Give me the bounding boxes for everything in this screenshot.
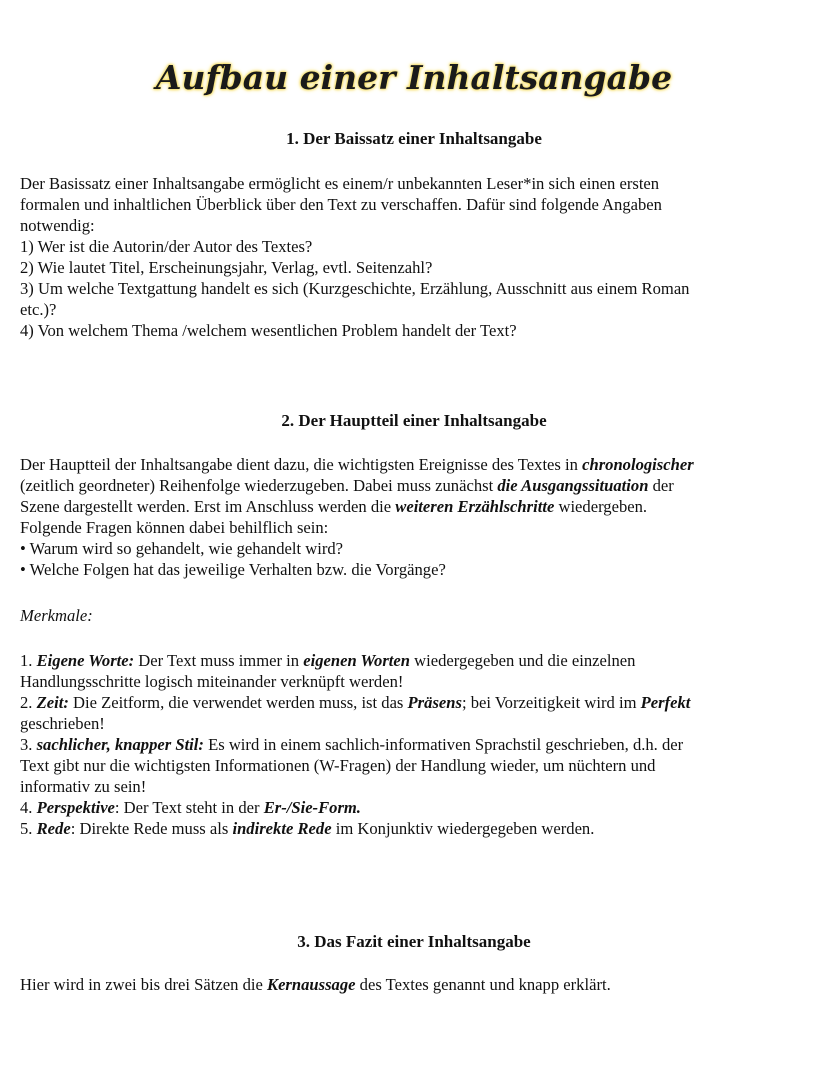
section2-intro-line — [20, 496, 795, 517]
text-run: : Der Text steht in der — [114, 798, 264, 817]
emphasis-chronologisch: chronologischer — [582, 455, 694, 474]
merkmal-1-cont: Handlungsschritte logisch miteinander verknüpft werden! — [20, 672, 404, 691]
list-number: 4. — [20, 798, 37, 817]
text-run: Es wird in einem sachlich-informativen Sprachstil geschrieben, d.h. der — [203, 735, 684, 754]
emphasis: indirekte Rede — [232, 819, 332, 838]
emphasis-ausgangssituation: die Ausgangssituation — [497, 476, 649, 495]
merkmal-term: Zeit: — [36, 693, 69, 712]
text-run: des Textes genannt und knapp erklärt. — [355, 975, 611, 994]
merkmal-4 — [20, 797, 795, 818]
section2-intro-line — [20, 454, 795, 475]
section2-intro — [20, 454, 795, 580]
text-run: im Konjunktiv wiedergegeben werden. — [331, 819, 595, 838]
section1-question: etc.)? — [20, 300, 57, 319]
document-title: Aufbau einer Inhaltsangabe — [155, 58, 673, 98]
section1-intro-line: formalen und inhaltlichen Überblick über den Text zu verschaffen. Dafür sind folgende Angaben — [20, 195, 662, 214]
emphasis-kernaussage: Kernaussage — [267, 975, 356, 994]
list-number: 2. — [20, 693, 37, 712]
text-run: Die Zeitform, die verwendet werden muss, ist das — [68, 693, 408, 712]
text-run: wiedergeben. — [554, 497, 648, 516]
section1-question: 4) Von welchem Thema /welchem wesentlichen Problem handelt der Text? — [20, 321, 517, 340]
merkmal-3-cont: Text gibt nur die wichtigsten Informationen (W-Fragen) der Handlung wieder, um nüchtern und — [20, 756, 656, 775]
list-number: 5. — [20, 819, 37, 838]
section1-question: 3) Um welche Textgattung handelt es sich (Kurzgeschichte, Erzählung, Ausschnitt aus einem Roman — [20, 279, 690, 298]
emphasis: Perfekt — [640, 693, 691, 712]
section2-intro-line — [20, 475, 795, 496]
section1-heading: 1. Der Baissatz einer Inhaltsangabe — [286, 129, 542, 148]
section1-intro-line: Der Basissatz einer Inhaltsangabe ermöglicht es einem/r unbekannten Leser*in sich einen ersten — [20, 174, 660, 193]
bullet-item: • Welche Folgen hat das jeweilige Verhalten bzw. die Vorgänge? — [20, 560, 446, 579]
emphasis: Präsens — [407, 693, 462, 712]
section3-heading: 3. Das Fazit einer Inhaltsangabe — [297, 932, 531, 951]
section1-question: 1) Wer ist die Autorin/der Autor des Textes? — [20, 237, 313, 256]
text-run: Der Hauptteil der Inhaltsangabe dient dazu, die wichtigsten Ereignisse des Textes in — [20, 455, 583, 474]
text-run: wiedergegeben und die einzelnen — [410, 651, 636, 670]
merkmale-list — [20, 650, 795, 839]
section1-question: 2) Wie lautet Titel, Erscheinungsjahr, Verlag, evtl. Seitenzahl? — [20, 258, 433, 277]
section2-heading: 2. Der Hauptteil einer Inhaltsangabe — [281, 411, 547, 430]
emphasis-erzaehlschritte: weiteren Erzählschritte — [395, 497, 555, 516]
merkmal-term: Eigene Worte: — [36, 651, 135, 670]
merkmal-5 — [20, 818, 795, 839]
emphasis: eigenen Worten — [303, 651, 411, 670]
merkmal-term: Perspektive — [36, 798, 115, 817]
text-run: (zeitlich geordneter) Reihenfolge wiederzugeben. Dabei muss zunächst — [20, 476, 498, 495]
merkmal-3-cont: informativ zu sein! — [20, 777, 147, 796]
section1-intro-line: notwendig: — [20, 216, 95, 235]
text-run: Der Text muss immer in — [134, 651, 304, 670]
emphasis: Er-/Sie-Form. — [263, 798, 361, 817]
list-number: 1. — [20, 651, 37, 670]
merkmal-3 — [20, 734, 795, 755]
section1-body — [20, 173, 795, 341]
merkmal-term: Rede — [36, 819, 71, 838]
section3-line — [20, 974, 795, 995]
text-run: der — [648, 476, 674, 495]
section3-body — [20, 974, 795, 995]
text-run: : Direkte Rede muss als — [70, 819, 233, 838]
text-run: Hier wird in zwei bis drei Sätzen die — [20, 975, 267, 994]
bullet-item: • Warum wird so gehandelt, wie gehandelt wird? — [20, 539, 344, 558]
merkmal-1 — [20, 650, 795, 671]
merkmale-label: Merkmale: — [20, 606, 93, 625]
text-run: Szene dargestellt werden. Erst im Anschluss werden die — [20, 497, 396, 516]
merkmal-2 — [20, 692, 795, 713]
text-run: ; bei Vorzeitigkeit wird im — [461, 693, 641, 712]
merkmal-2-cont: geschrieben! — [20, 714, 105, 733]
list-number: 3. — [20, 735, 37, 754]
section2-intro-line: Folgende Fragen können dabei behilflich sein: — [20, 518, 329, 537]
merkmal-term: sachlicher, knapper Stil: — [36, 735, 204, 754]
